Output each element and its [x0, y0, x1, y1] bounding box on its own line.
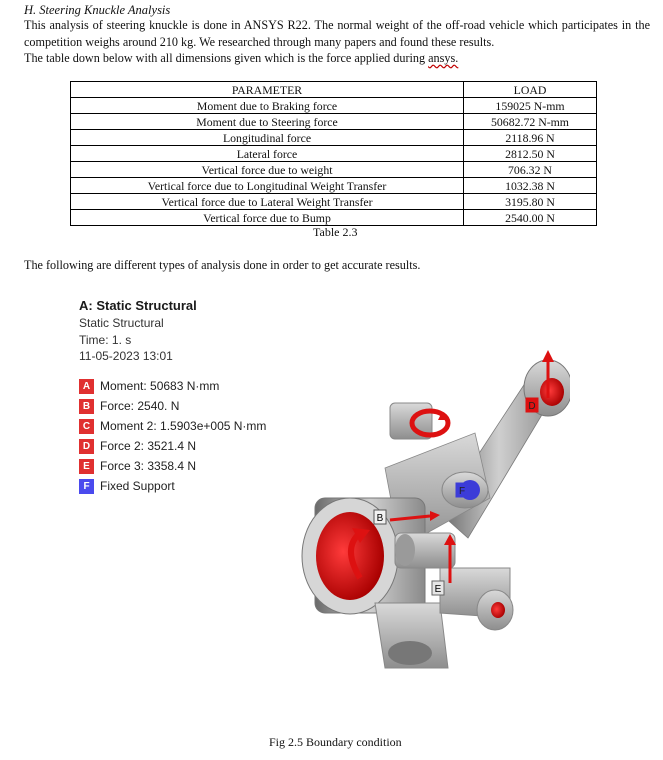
legend-label: Force: 2540. N: [100, 399, 180, 413]
boundary-condition-figure: [70, 288, 630, 708]
table-cell-load: 159025 N-mm: [464, 98, 597, 114]
table-row: [71, 210, 597, 226]
table-row: [71, 178, 597, 194]
legend-label: Force 3: 3358.4 N: [100, 459, 197, 473]
header-load: LOAD: [464, 82, 597, 98]
legend-item-d: [79, 438, 196, 454]
steering-knuckle-model: [290, 348, 570, 678]
legend-badge: E: [79, 459, 94, 474]
table-cell-parameter: Vertical force due to Longitudinal Weight Transfer: [71, 178, 464, 194]
legend-item-b: [79, 398, 179, 414]
legend-label: Moment 2: 1.5903e+005 N·mm: [100, 419, 267, 433]
model-label-d: D: [528, 401, 536, 412]
table-cell-parameter: Longitudinal force: [71, 130, 464, 146]
figure-date: 11-05-2023 13:01: [79, 349, 173, 363]
force-d-arrowhead: [542, 350, 554, 362]
table-row: [71, 130, 597, 146]
table-cell-load: 2540.00 N: [464, 210, 597, 226]
table-cell-parameter: Vertical force due to Lateral Weight Transfer: [71, 194, 464, 210]
legend-item-e: [79, 458, 196, 474]
lower-eye-bore: [491, 602, 505, 618]
table-intro: [24, 50, 650, 67]
legend-item-f: [79, 478, 175, 494]
table-row: [71, 146, 597, 162]
legend-badge: B: [79, 399, 94, 414]
table-intro-tail: ansys.: [428, 51, 459, 65]
figure-title: A: Static Structural: [79, 298, 197, 313]
intro-paragraph: [24, 17, 650, 67]
legend-label: Moment: 50683 N·mm: [100, 379, 220, 393]
table-intro-text: The table down below with all dimensions given which is the force applied during: [24, 51, 429, 65]
table-cell-load: 706.32 N: [464, 162, 597, 178]
legend-badge: C: [79, 419, 94, 434]
table-cell-load: 3195.80 N: [464, 194, 597, 210]
parameter-table: [70, 81, 597, 226]
legend-badge: A: [79, 379, 94, 394]
legend-item-c: [79, 418, 266, 434]
table-row: [71, 162, 597, 178]
table-cell-load: 50682.72 N-mm: [464, 114, 597, 130]
legend-item-a: [79, 378, 219, 394]
legend-badge: F: [79, 479, 94, 494]
figure-time: Time: 1. s: [79, 333, 132, 347]
table-cell-parameter: Vertical force due to Bump: [71, 210, 464, 226]
model-label-f: F: [458, 486, 466, 497]
model-label-b: B: [376, 513, 384, 524]
table-row: [71, 114, 597, 130]
table-header-row: [71, 82, 597, 98]
intro-text: This analysis of steering knuckle is done in ANSYS R22. The normal weight of the off-road vehicle which participates in the competition weighs around 210 kg. We researched through many papers and found these results.: [24, 18, 650, 49]
table-row: [71, 98, 597, 114]
table-cell-parameter: Moment due to Braking force: [71, 98, 464, 114]
table-cell-parameter: Vertical force due to weight: [71, 162, 464, 178]
table-cell-load: 2812.50 N: [464, 146, 597, 162]
legend-label: Force 2: 3521.4 N: [100, 439, 197, 453]
table-row: [71, 194, 597, 210]
header-parameter: PARAMETER: [71, 82, 464, 98]
legend-badge: D: [79, 439, 94, 454]
figure-caption: Fig 2.5 Boundary condition: [269, 735, 402, 749]
lower-arm-slot: [388, 641, 432, 665]
legend-label: Fixed Support: [100, 479, 175, 493]
table-cell-load: 1032.38 N: [464, 178, 597, 194]
table-caption: Table 2.3: [313, 225, 358, 239]
cross-bar-end: [395, 534, 415, 566]
table-cell-parameter: Lateral force: [71, 146, 464, 162]
figure-subtitle: Static Structural: [79, 316, 164, 330]
model-label-e: E: [434, 584, 442, 595]
section-heading: H. Steering Knuckle Analysis: [24, 3, 171, 17]
table-cell-parameter: Moment due to Steering force: [71, 114, 464, 130]
analysis-paragraph: The following are different types of analysis done in order to get accurate results.: [24, 258, 421, 272]
upper-eye-bore: [540, 378, 564, 406]
table-cell-load: 2118.96 N: [464, 130, 597, 146]
